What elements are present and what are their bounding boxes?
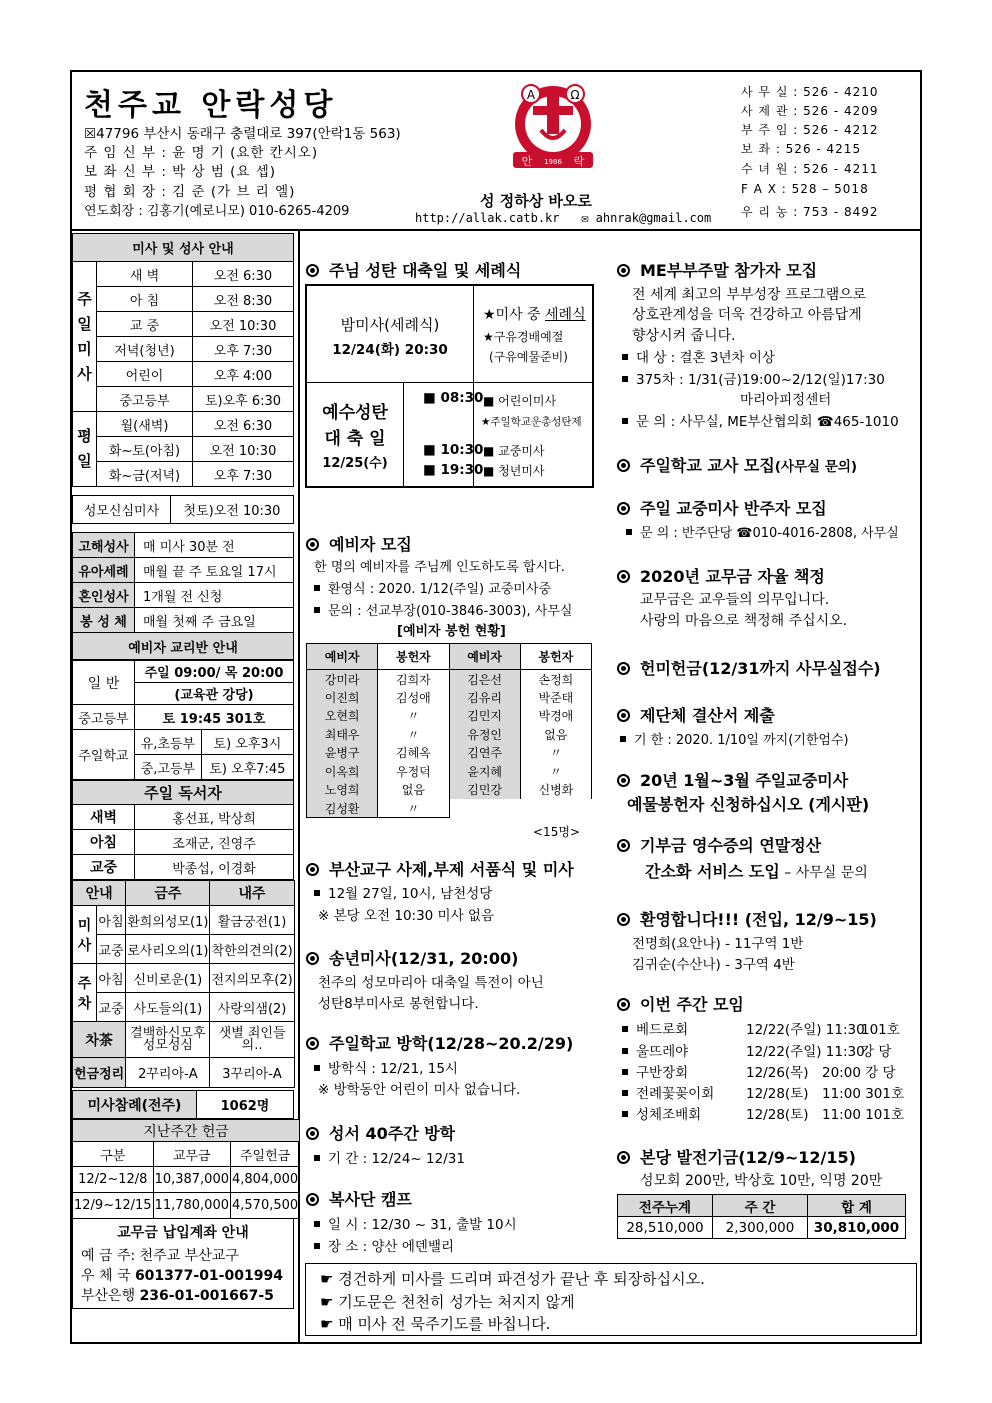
yeondo-line: 연도회장 : 김홍기(예로니모) 010-6265-4209: [84, 204, 350, 219]
account-line: 우 체 국 601377-01-001994: [81, 1268, 283, 1284]
sacrament-name: 유아세례: [73, 558, 135, 583]
welcome-line: 김귀순(수산나) - 3구역 4반: [632, 957, 795, 973]
mass-time: 토)오후 6:30: [193, 387, 294, 412]
cat-cell: 윤지혜: [449, 762, 520, 781]
cat-cell: 김유리: [449, 688, 520, 707]
cat-cell: 김혜옥: [378, 744, 449, 763]
cat-cell: 이옥희: [307, 762, 378, 781]
bullet-square-icon: [314, 1065, 320, 1071]
meeting-date: 12/22(주일) 11:30: [746, 1022, 865, 1038]
offering-head: 주일헌금: [231, 1142, 300, 1167]
money-next-week: 3꾸리아-A: [210, 1058, 294, 1088]
duty-next-week: 활금궁전(1): [210, 906, 294, 935]
notice-line: ☛ 기도문은 천천히 성가는 처지지 않게: [320, 1293, 575, 1311]
offering-dues: 10,387,000: [153, 1167, 230, 1193]
dues-line: 사랑의 마음으로 책정해 주십시오.: [640, 613, 848, 629]
cat-head: 봉헌자: [378, 644, 449, 670]
tax-heading-2: 간소화 서비스 도입 – 사무실 문의: [645, 862, 868, 881]
meeting-row: 성체조배회: [622, 1103, 701, 1123]
cat-cell: 김성애: [378, 688, 449, 707]
eve-mass-time: 12/24(화) 20:30: [332, 342, 448, 358]
teacher-heading: 주일학교 교사 모집(사무실 문의): [617, 453, 857, 476]
christmas-time: ■ 08:30: [423, 390, 484, 406]
christmas-day-title: 예수성탄: [322, 403, 388, 423]
fund-weekly: 2,300,000: [713, 1217, 808, 1239]
bullet-circle-icon: [617, 570, 630, 583]
busan-heading: 부산교구 사제,부제 서품식 및 미사: [306, 857, 574, 880]
council-line: 평 협 회 장 : 김 준 (가 브 리 엘): [84, 184, 296, 200]
left-sidebar: [72, 233, 299, 1309]
catechumen-heading: 예비자 모집: [306, 532, 412, 555]
website-link[interactable]: http://allak.catb.kr ✉ ahnrak@gmail.com: [415, 211, 712, 225]
header-divider: [70, 229, 922, 231]
contact-assistant: 보 좌 : 526 - 4215: [741, 142, 862, 156]
general-label: 일 반: [73, 661, 135, 705]
pointing-hand-icon: ☛: [320, 1270, 334, 1288]
cat-cell: 이진희: [307, 688, 378, 707]
tax-heading: 기부금 영수증의 연말정산: [617, 833, 821, 856]
mass-name: 아 침: [97, 287, 193, 312]
meeting-place: 강 당: [861, 1044, 892, 1060]
bullet-circle-icon: [617, 502, 630, 515]
meeting-date: 12/26(목): [746, 1065, 809, 1081]
contact-fax: F A X : 528 – 5018: [741, 182, 869, 196]
cat-cell: 없음: [520, 725, 591, 744]
sacrament-name: 봉 성 체: [73, 608, 135, 633]
reader-mass: 교중: [73, 855, 135, 880]
cat-cell: 윤병구: [307, 744, 378, 763]
duty-this-week: 신비로운(1): [126, 964, 210, 993]
bullet-square-icon: [622, 1090, 628, 1096]
catechumen-table-title: [예비자 봉헌 현황]: [397, 624, 506, 639]
rice-offering-heading: 헌미헌금(12/31까지 사무실접수): [617, 656, 881, 679]
cat-cell: 〃: [378, 707, 449, 726]
christmas-time: ■ 10:30: [423, 442, 484, 458]
svg-text:Α: Α: [526, 88, 536, 102]
fund-line: 성모회 200만, 박상호 10만, 익명 20만: [640, 1173, 883, 1189]
cat-cell: 〃: [520, 762, 591, 781]
general-place: (교육관 강당): [135, 683, 294, 705]
duty-next-week: 착한의견의(2): [210, 935, 294, 964]
svg-text:안: 안: [521, 155, 533, 168]
sacrament-info: 매 미사 30분 전: [135, 533, 294, 558]
eve-note-baptism: ★미사 중 세례식: [483, 307, 586, 323]
bullet-circle-icon: [617, 1151, 630, 1164]
meeting-place: 11:00 101호: [822, 1107, 905, 1123]
mass-name: 새 벽: [97, 262, 193, 287]
school-line: ※ 방학동안 어린이 미사 없습니다.: [318, 1082, 521, 1098]
attendance-count: 1062명: [197, 1091, 294, 1119]
bullet-square-icon: [314, 1243, 320, 1249]
cat-head: 봉헌자: [520, 644, 591, 670]
attendance-table: [72, 1090, 294, 1119]
cat-cell: 김성환: [307, 799, 378, 818]
cat-cell: 노영희: [307, 781, 378, 800]
bullet-circle-icon: [306, 1193, 319, 1206]
meeting-date: 12/28(토): [746, 1107, 809, 1123]
fund-heading: 본당 발전기금(12/9~12/15): [617, 1145, 856, 1168]
pointing-hand-icon: ☛: [320, 1315, 334, 1333]
busan-line: ※ 본당 오전 10:30 미사 없음: [318, 908, 495, 924]
meeting-row: 울뜨레야: [622, 1040, 688, 1060]
bullet-circle-icon: [306, 264, 319, 277]
bullet-circle-icon: [617, 774, 630, 787]
meeting-heading: 이번 주간 모임: [617, 992, 744, 1015]
mass-schedule-table: [72, 233, 294, 487]
contact-associate: 부 주 임 : 526 - 4212: [741, 123, 879, 137]
bullet-square-icon: [622, 1048, 628, 1054]
duty-mass-label: 미사: [73, 906, 97, 964]
me-heading: ME부부주말 참가자 모집: [617, 258, 817, 281]
readers-title: 주일 독서자: [73, 781, 294, 805]
attendance-label: 미사참례(전주): [73, 1091, 197, 1119]
me-line: 향상시켜 줍니다.: [632, 328, 736, 344]
sacrament-info: 매월 첫째 주 금요일: [135, 608, 294, 633]
youth-value: 토 19:45 301호: [135, 705, 294, 730]
sacrament-table: [72, 532, 294, 660]
contact-rectory: 사 제 관 : 526 - 4209: [741, 104, 879, 118]
offering-period: 12/2~12/8: [73, 1167, 154, 1193]
catechumen-line: 한 명의 예비자를 주님께 인도하도록 합시다.: [314, 560, 565, 575]
tea-next-week: 샛별 죄인들의..: [210, 1022, 294, 1058]
me-line: 문 의 : 사무실, ME부산협의회 ☎465-1010: [622, 410, 899, 430]
sunday-label: 주일미사: [73, 262, 97, 412]
bullet-circle-icon: [306, 1127, 319, 1140]
cat-cell: 김은선: [449, 670, 520, 689]
cat-cell: [449, 799, 520, 818]
mass-name: 화~토(아침): [97, 437, 193, 462]
reader-names: 조재군, 진영주: [135, 830, 294, 855]
offering-table: [72, 1119, 300, 1219]
reader-names: 홍선표, 박상희: [135, 805, 294, 830]
bullet-square-icon: [314, 585, 320, 591]
cat-cell: 〃: [520, 744, 591, 763]
school-time: 토) 오후7:45: [201, 755, 293, 780]
catechumen-line: 환영식 : 2020. 1/12(주일) 교중미사중: [314, 578, 551, 597]
christmas-time: ■ 19:30: [423, 462, 484, 478]
bullet-circle-icon: [617, 264, 630, 277]
altar-line: 장 소 : 양산 에덴밸리: [314, 1235, 454, 1255]
eve-note-crib: ★구유경배예절: [483, 330, 564, 344]
contact-farm: 우 리 농 : 753 - 8492: [741, 205, 879, 219]
seongmo-label: 성모신심미사: [73, 496, 171, 524]
me-line: 375차 : 1/31(금)19:00~2/12(일)17:30: [622, 368, 885, 388]
bullet-circle-icon: [306, 1037, 319, 1050]
school-line: 방학식 : 12/21, 15시: [314, 1057, 458, 1077]
cat-cell: 없음: [378, 781, 449, 800]
cat-cell: 김희자: [378, 670, 449, 689]
cat-cell: 최태우: [307, 725, 378, 744]
duty-slot: 아침: [97, 906, 126, 935]
bullet-circle-icon: [617, 913, 630, 926]
christmas-heading: 주님 성탄 대축일 및 세례식: [306, 258, 521, 281]
readers-table: [72, 780, 294, 880]
offering-head: 구분: [73, 1142, 154, 1167]
mass-time: 오전 6:30: [193, 412, 294, 437]
mass-time: 오전 6:30: [193, 262, 294, 287]
catechumen-title: 예비자 교리반 안내: [73, 633, 294, 660]
duty-head: 내주: [210, 881, 294, 906]
duty-head: 안내: [73, 881, 126, 906]
meeting-row: 베드로회: [622, 1018, 688, 1038]
bullet-square-icon: [620, 736, 626, 742]
meeting-date: 12/22(주일) 11:30: [746, 1044, 865, 1060]
notice-line: ☛ 매 미사 전 묵주기도를 바칩니다.: [320, 1315, 551, 1333]
school-group: 중,고등부: [135, 755, 202, 780]
bible-heading: 성서 40주간 방학: [306, 1121, 455, 1144]
mass-time: 오후 7:30: [193, 337, 294, 362]
duty-slot: 교중: [97, 935, 126, 964]
yearend-heading: 송년미사(12/31, 20:00): [306, 946, 518, 969]
cat-cell: 강미라: [307, 670, 378, 689]
notice-line: ☛ 경건하게 미사를 드리며 파견성가 끝난 후 퇴장하십시오.: [320, 1270, 705, 1288]
reader-mass: 아침: [73, 830, 135, 855]
bullet-square-icon: [622, 1111, 628, 1117]
welcome-line: 전명희(요안나) - 11구역 1반: [632, 936, 804, 952]
me-line: 마리아피정센터: [740, 392, 832, 408]
christmas-note: ★주일학교운총성탄제: [481, 416, 582, 428]
christmas-box: [305, 284, 594, 488]
offering-sunday: 4,570,500: [231, 1193, 300, 1219]
mass-name: 중고등부: [97, 387, 193, 412]
bullet-square-icon: [314, 890, 320, 896]
offering-sunday: 4,804,000: [231, 1167, 300, 1193]
bullet-square-icon: [314, 1155, 320, 1161]
cat-cell: 박준태: [520, 688, 591, 707]
bullet-square-icon: [622, 418, 628, 424]
settlement-line: 기 한 : 2020. 1/10일 까지(기한엄수): [620, 729, 849, 748]
cat-cell: 우정덕: [378, 762, 449, 781]
contact-office: 사 무 실 : 526 - 4210: [741, 85, 879, 99]
donor-heading-2: 예물봉헌자 신청하십시오 (게시판): [627, 795, 870, 814]
catechumen-count: <15명>: [533, 825, 580, 839]
meeting-row: 구반장회: [622, 1061, 688, 1081]
duty-this-week: 사도들의(1): [126, 993, 210, 1022]
settlement-heading: 제단체 결산서 제출: [617, 703, 775, 726]
assistant-line: 보 좌 신 부 : 박 상 범 (요 셉): [84, 164, 277, 180]
yearend-line: 성탄8부미사로 봉헌합니다.: [318, 996, 479, 1012]
cat-cell: [520, 799, 591, 818]
bullet-square-icon: [622, 354, 628, 360]
parish-logo: [503, 80, 603, 172]
school-vacation-heading: 주일학교 방학(12/28~20.2/29): [306, 1031, 573, 1054]
fund-head: 주 간: [713, 1195, 808, 1217]
bullet-circle-icon: [617, 709, 630, 722]
box-divider: [403, 382, 404, 486]
page-title: 천주교 안락성당: [84, 88, 338, 123]
fund-head: 합 계: [808, 1195, 906, 1217]
mass-name: 저녁(청년): [97, 337, 193, 362]
christmas-day-title: 대 축 일: [324, 429, 386, 449]
money-this-week: 2꾸리아-A: [126, 1058, 210, 1088]
weekday-label: 평일: [73, 412, 97, 487]
address: ☒47796 부산시 동래구 충렬대로 397(안락1동 563): [84, 126, 401, 142]
welcome-heading: 환영합니다!!! (전입, 12/9~15): [617, 907, 877, 930]
accompanist-line: 문 의 : 반주단당 ☎010-4016-2808, 사무실: [626, 522, 899, 541]
cat-head: 예비자: [307, 644, 378, 670]
bullet-circle-icon: [306, 538, 319, 551]
mass-time: 오후 7:30: [193, 462, 294, 487]
bullet-circle-icon: [617, 839, 630, 852]
dues-line: 교무금은 교우들의 의무입니다.: [640, 592, 830, 608]
fund-total: 30,810,000: [808, 1217, 906, 1239]
meeting-date: 12/28(토): [746, 1086, 809, 1102]
offering-dues: 11,780,000: [153, 1193, 230, 1219]
mass-time: 오전 8:30: [193, 287, 294, 312]
notice-box: [305, 1263, 917, 1336]
accompanist-heading: 주일 교중미사 반주자 모집: [617, 496, 827, 519]
cat-cell: 김민강: [449, 781, 520, 800]
bullet-circle-icon: [617, 998, 630, 1011]
fund-table: [617, 1194, 906, 1239]
cat-cell: 김연주: [449, 744, 520, 763]
mass-time: 오전 10:30: [193, 437, 294, 462]
bullet-circle-icon: [617, 459, 630, 472]
fund-head: 전주누계: [618, 1195, 713, 1217]
svg-text:Ω: Ω: [570, 88, 580, 102]
catechumen-line: 문의 : 선교부장(010-3846-3003), 사무실: [314, 600, 572, 619]
offering-period: 12/9~12/15: [73, 1193, 154, 1219]
altar-heading: 복사단 캠프: [306, 1187, 412, 1210]
bullet-square-icon: [314, 607, 320, 613]
me-line: 상호관계성을 더욱 건강하고 아름답게: [632, 307, 862, 323]
duty-table: [72, 880, 295, 1088]
youth-label: 중고등부: [73, 705, 135, 730]
email-link[interactable]: ✉ ahnrak@gmail.com: [581, 211, 712, 225]
sacrament-info: 1개월 전 신청: [135, 583, 294, 608]
meeting-place: 11:00 301호: [822, 1086, 905, 1102]
reader-mass: 새벽: [73, 805, 135, 830]
meeting-place: 20:00 강 당: [822, 1065, 896, 1081]
christmas-note: ■ 어린이미사: [483, 394, 557, 408]
dues-heading: 2020년 교무금 자율 책정: [617, 564, 825, 587]
tea-this-week: 결백하신모후 성모성심: [126, 1022, 210, 1058]
meeting-place: 101호: [861, 1022, 900, 1038]
bible-line: 기 간 : 12/24~ 12/31: [314, 1147, 465, 1167]
account-title: 교무금 납입계좌 안내: [117, 1225, 249, 1241]
offering-title: 지난주간 헌금: [73, 1120, 300, 1142]
cat-cell: 〃: [378, 799, 449, 818]
duty-next-week: 사랑의샘(2): [210, 993, 294, 1022]
account-line: 예 금 주: 천주교 부산교구: [81, 1248, 239, 1264]
christmas-day-date: 12/25(수): [322, 456, 388, 471]
seongmo-time: 첫토)오전 10:30: [171, 496, 294, 524]
meeting-row: 전례꽃꽂이회: [622, 1082, 714, 1102]
mass-name: 교 중: [97, 312, 193, 337]
duty-park-label: 주차: [73, 964, 97, 1022]
duty-slot: 아침: [97, 964, 126, 993]
cat-cell: 〃: [378, 725, 449, 744]
eve-note-offering: (구유예물준비): [489, 350, 568, 364]
svg-text:락: 락: [573, 155, 585, 168]
duty-next-week: 전지의모후(2): [210, 964, 294, 993]
mass-schedule-title: 미사 및 성사 안내: [73, 234, 294, 262]
cat-head: 예비자: [449, 644, 520, 670]
christmas-note: ■ 교중미사: [483, 444, 545, 458]
bullet-square-icon: [314, 1221, 320, 1227]
altar-line: 일 시 : 12/30 ~ 31, 출발 10시: [314, 1213, 517, 1233]
me-line: 전 세계 최고의 부부성장 프로그램으로: [632, 287, 867, 303]
mass-time: 오전 10:30: [193, 312, 294, 337]
fund-cumulative: 28,510,000: [618, 1217, 713, 1239]
cat-cell: 신병화: [520, 781, 591, 800]
box-divider: [307, 382, 592, 383]
mass-name: 월(새벽): [97, 412, 193, 437]
mass-time: 오후 4:00: [193, 362, 294, 387]
school-label: 주일학교: [73, 730, 135, 780]
account-box: [72, 1219, 294, 1309]
contact-convent: 수 녀 원 : 526 - 4211: [741, 162, 879, 176]
pastor-line: 주 임 신 부 : 윤 명 기 (요한 칸시오): [84, 145, 319, 161]
yearend-line: 천주의 성모마리아 대축일 특전이 아닌: [318, 975, 544, 991]
mass-name: 화~금(저녁): [97, 462, 193, 487]
offering-head: 교무금: [153, 1142, 230, 1167]
bullet-square-icon: [622, 376, 628, 382]
general-time: 주일 09:00/ 목 20:00: [135, 661, 294, 683]
duty-head: 금주: [126, 881, 210, 906]
mass-name: 어린이: [97, 362, 193, 387]
cat-cell: 손정희: [520, 670, 591, 689]
cat-cell: 박경애: [520, 707, 591, 726]
busan-line: 12월 27일, 10시, 남천성당: [314, 882, 492, 902]
me-line: 대 상 : 결혼 3년차 이상: [622, 346, 775, 366]
school-group: 유,초등부: [135, 730, 202, 755]
bullet-circle-icon: [617, 662, 630, 675]
tea-label: 차茶: [73, 1022, 126, 1058]
money-label: 헌금정리: [73, 1058, 126, 1088]
bullet-circle-icon: [306, 952, 319, 965]
bullet-square-icon: [626, 529, 632, 535]
donor-heading: 20년 1월~3월 주일교중미사: [617, 768, 848, 791]
svg-text:1986: 1986: [544, 158, 562, 166]
eve-mass-title: 밤미사(세례식): [340, 316, 440, 334]
bullet-circle-icon: [306, 863, 319, 876]
seongmo-table: [72, 495, 294, 524]
duty-slot: 교중: [97, 993, 126, 1022]
account-line: 부산은행 236-01-001667-5: [81, 1288, 274, 1304]
reader-names: 박종섭, 이경화: [135, 855, 294, 880]
duty-this-week: 환희의성모(1): [126, 906, 210, 935]
bullet-square-icon: [622, 1069, 628, 1075]
catechumen-offer-table: [306, 643, 592, 818]
bullet-square-icon: [622, 1026, 628, 1032]
christmas-note: ■ 청년미사: [483, 464, 545, 478]
duty-this-week: 로사리오의(1): [126, 935, 210, 964]
cat-cell: 유정인: [449, 725, 520, 744]
cat-cell: 오현희: [307, 707, 378, 726]
sacrament-info: 매월 끝 주 토요일 17시: [135, 558, 294, 583]
catechumen-table: [72, 660, 294, 780]
sacrament-name: 고해성사: [73, 533, 135, 558]
parish-motto: 성 정하상 바오로: [480, 192, 592, 210]
sacrament-name: 혼인성사: [73, 583, 135, 608]
cat-cell: 김민지: [449, 707, 520, 726]
pointing-hand-icon: ☛: [320, 1293, 334, 1311]
school-time: 토) 오후3시: [201, 730, 293, 755]
